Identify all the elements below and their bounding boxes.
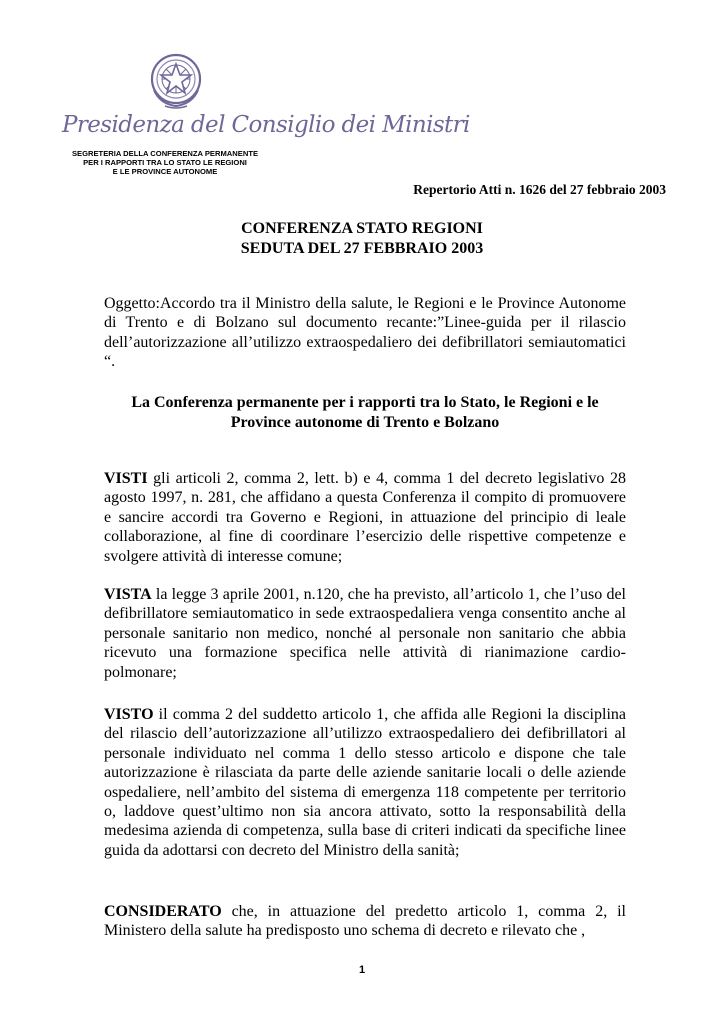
- considerato-keyword: CONSIDERATO: [104, 903, 222, 920]
- heading-line-2: SEDUTA DEL 27 FEBBRAIO 2003: [240, 240, 484, 257]
- considerato-paragraph: [104, 902, 626, 941]
- segreteria-block: [65, 149, 265, 176]
- page-number: 1: [358, 964, 366, 976]
- segreteria-line: SEGRETERIA DELLA CONFERENZA PERMANENTE: [71, 149, 259, 158]
- vista-keyword: VISTA: [104, 586, 152, 603]
- visti-text: gli articoli 2, comma 2, lett. b) e 4, comma 1 del decreto legislativo 28 agosto 1997, n. 281, che affidano a questa Conferenza il compito di promuovere e sancire accordi tra Governo e Regioni, in attuazione del principio di leale collaborazione, al fine di coordinare l’esercizio delle rispettive competenze e svolgere attività di interesse comune;: [104, 470, 626, 565]
- italian-republic-emblem-icon: [145, 50, 207, 112]
- vista-paragraph: [104, 585, 626, 682]
- visti-keyword: VISTI: [104, 470, 148, 487]
- repertorio-reference: Repertorio Atti n. 1626 del 27 febbraio 2003: [413, 182, 666, 197]
- visto-text: il comma 2 del suddetto articolo 1, che affida alle Regioni la disciplina del rilascio dell’autorizzazione all’utilizzo extraospedaliero dei defibrillatori al personale individuato nel comma 1 dello stesso articolo e dispone che tale autorizzazione è rilasciata da parte delle aziende sanitarie locali o delle aziende ospedaliere, nell’ambito del sistema di emergenza 118 competente per territorio o, laddove quest’ultimo non sia ancora attivato, sotto la responsabilità della medesima azienda di competenza, sulla base di criteri indicati da specifiche linee guida da adottarsi con decreto del Ministro della sanità;: [104, 706, 626, 859]
- vista-text: la legge 3 aprile 2001, n.120, che ha previsto, all’articolo 1, che l’uso del defibrillatore semiautomatico in sede extraospedaliera venga consentito anche al personale sanitario non medico, nonché al personale non sanitario che abbia ricevuto una formazione specifica nelle attività di rianimazione cardio-polmonare;: [104, 586, 626, 681]
- visti-paragraph: [104, 469, 626, 566]
- considerato-text: che, in attuazione del predetto articolo 1, comma 2, il Ministero della salute ha predisposto uno schema di decreto e rilevato che ,: [104, 903, 626, 940]
- visto-keyword: VISTO: [104, 706, 154, 723]
- segreteria-line: PER I RAPPORTI TRA LO STATO LE REGIONI: [83, 158, 247, 167]
- heading-line-1: CONFERENZA STATO REGIONI: [241, 220, 483, 237]
- visto-paragraph: [104, 705, 626, 860]
- presidenza-logo-text: Presidenza del Consiglio dei Ministri: [62, 112, 470, 138]
- segreteria-line: E LE PROVINCE AUTONOME: [112, 167, 218, 176]
- subject-paragraph: Oggetto:Accordo tra il Ministro della salute, le Regioni e le Province Autonome di Trento e di Bolzano sul documento recante:”Linee-guida per il rilascio dell’autorizzazione all’utilizzo extraospedaliero dei defibrillatori semiautomatici “.: [104, 295, 626, 371]
- document-heading: [0, 219, 724, 259]
- conference-title: La Conferenza permanente per i rapporti tra lo Stato, le Regioni e le Province autonome di Trento e Bolzano: [131, 394, 599, 431]
